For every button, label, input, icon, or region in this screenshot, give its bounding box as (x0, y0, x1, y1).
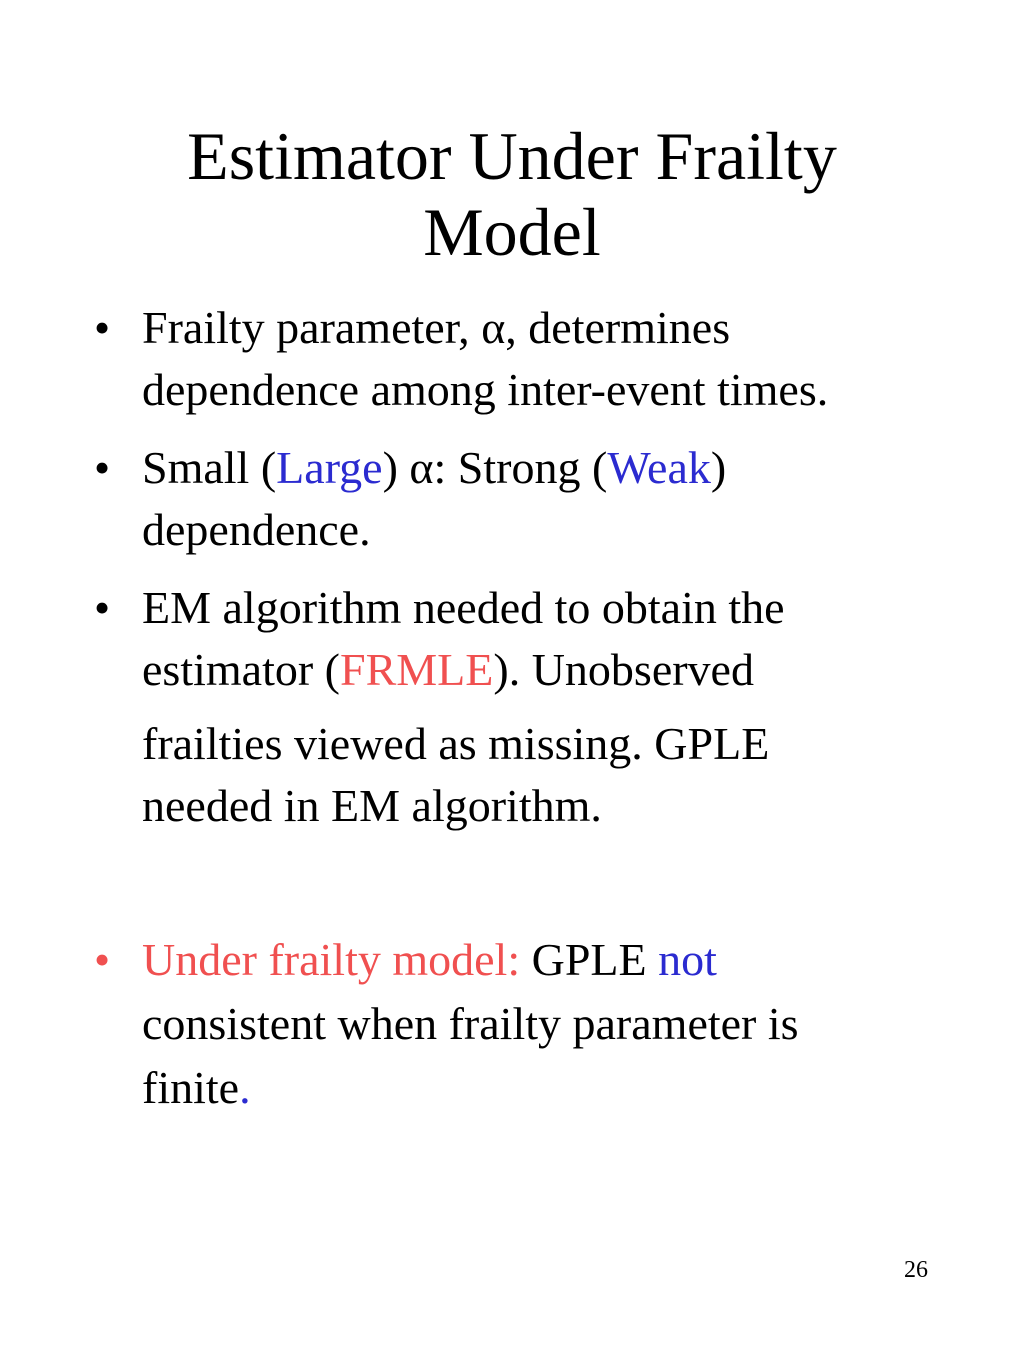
bullet-2-text-d: ) (710, 442, 727, 493)
bullet-3-text-a: estimator ( (142, 644, 340, 695)
bullet-1-text-a: Frailty parameter, (142, 302, 482, 353)
large-highlight: Large (276, 442, 383, 493)
bullet-3-line-1: EM algorithm needed to obtain the (142, 582, 785, 633)
under-frailty-model-label: Under frailty model: (142, 934, 521, 985)
bullet-2-text-c: : Strong ( (433, 442, 608, 493)
final-period: . (239, 1062, 251, 1113)
bullet-4-line-3 (142, 1056, 251, 1120)
weak-highlight: Weak (607, 442, 711, 493)
bullet-2-text-b: ) (382, 442, 410, 493)
bullet-4-line-2: consistent when frailty parameter is (142, 998, 799, 1049)
bullet-4-line-1 (142, 928, 717, 992)
bullet-marker: • (94, 582, 111, 633)
frmle-highlight: FRMLE (340, 644, 494, 695)
not-highlight: not (658, 934, 717, 985)
bullet-4-finite: finite (142, 1062, 240, 1113)
bullet-3-line-2 (142, 638, 754, 702)
bullet-marker-red: • (94, 934, 111, 985)
bullet-1-text-b: , determines (505, 302, 731, 353)
slide-title-line-1: Estimator Under Frailty (187, 118, 837, 194)
bullet-3-line-3: frailties viewed as missing. GPLE (142, 718, 770, 769)
bullet-2-line-1 (142, 436, 726, 500)
bullet-1-line-2: dependence among inter-event times. (142, 364, 829, 415)
bullet-3-line-4: needed in EM algorithm. (142, 780, 602, 831)
bullet-2-line-2: dependence. (142, 504, 371, 555)
bullet-marker: • (94, 442, 111, 493)
alpha-symbol: α (481, 302, 506, 353)
bullet-1-line-1 (142, 296, 730, 360)
bullet-2-text-a: Small ( (142, 442, 277, 493)
slide-title-line-2: Model (423, 194, 601, 270)
bullet-marker: • (94, 302, 111, 353)
bullet-4-gple: GPLE (520, 934, 659, 985)
bullet-3-text-b: ). Unobserved (493, 644, 754, 695)
slide-title (0, 118, 1024, 270)
alpha-symbol: α (409, 442, 434, 493)
page-number: 26 (904, 1257, 928, 1283)
